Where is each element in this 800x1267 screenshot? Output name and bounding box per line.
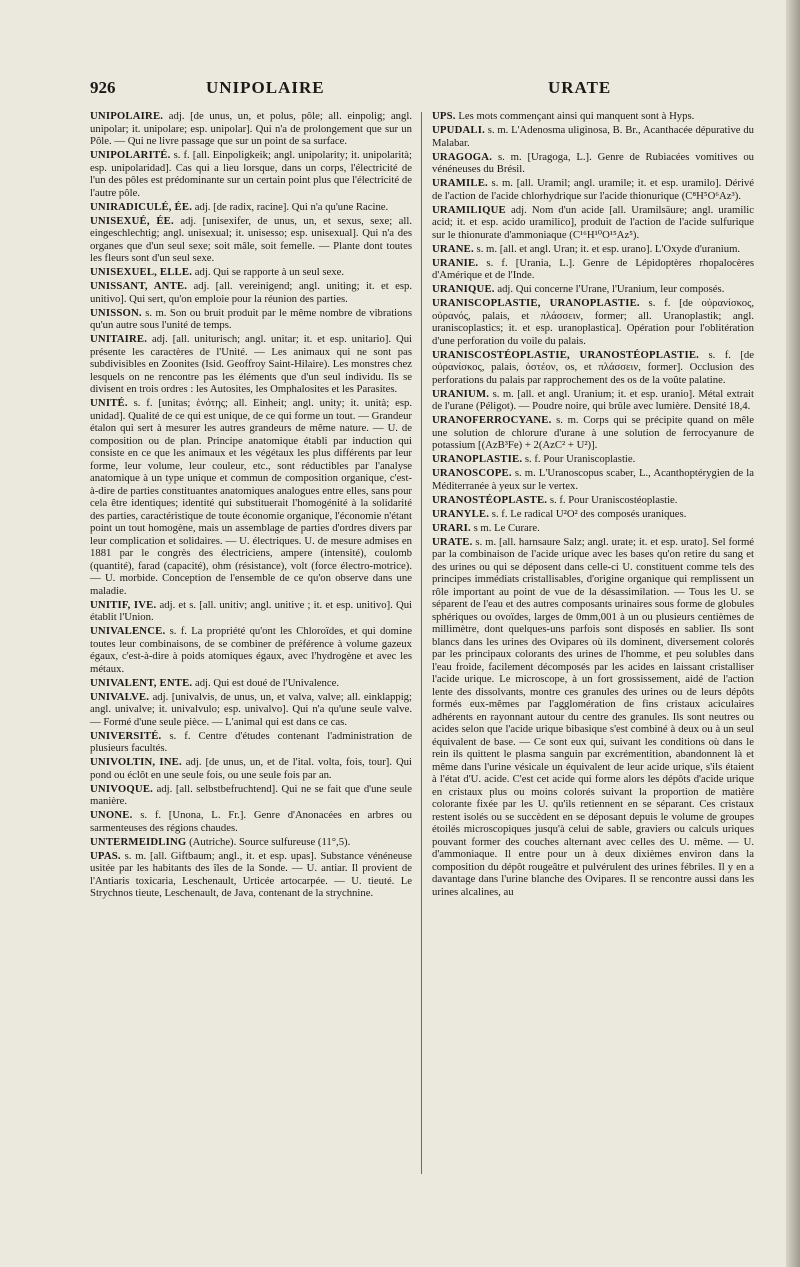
entry-definition: s. f. [Urania, L.]. Genre de Lépidoptères rhopalocères d'Amérique et de l'Inde. <box>432 256 754 281</box>
dictionary-entry <box>90 201 412 214</box>
entry-definition: adj. [all. vereinigend; angl. uniting; it. et esp. unitivo]. Qui sert, qu'on emploie pour la réunion des parties. <box>90 280 413 305</box>
entry-headword: URANISCOSTÉOPLASTIE, URANOSTÉOPLASTIE. <box>432 348 700 361</box>
dictionary-entry <box>432 522 754 535</box>
entry-headword: UPS. <box>432 110 456 122</box>
dictionary-entry <box>90 266 412 279</box>
entry-definition: adj. Qui se rapporte à un seul sexe. <box>194 266 345 278</box>
entry-headword: UNIVALVE. <box>90 690 150 703</box>
entry-headword: URANYLE. <box>432 507 490 520</box>
entry-headword: UNITIF, IVE. <box>90 598 157 611</box>
entry-definition: adj. [de radix, racine]. Qui n'a qu'une Racine. <box>194 200 389 213</box>
entry-definition: s. f. [de οὐρανίσκος, palais, ὀστέον, os, et πλάσσειν, former]. Occlusion des perforations du palais par rapprochement des os de la voûte palatine. <box>432 348 754 386</box>
dictionary-entry <box>432 124 754 149</box>
entry-definition: adj. [univalvis, de unus, un, et valva, valve; all. einklappig; angl. univalve; it. univalvulo; esp. univalvo]. Qui n'a qu'une seule valve. — Formé d'une seule pièce. — L'animal qui est dans ce cas. <box>90 690 412 728</box>
entry-definition: s. f. [de οὐρανίσκος, οὐρανός, palais, et πλάσσειν, former; all. Uranoplastik; angl. uraniscoplastics; it. et esp. uranoplastica]. Opération pour l'oblitération d'une perforation du voile du palais. <box>432 297 754 347</box>
entry-headword: UNONE. <box>90 809 133 821</box>
entry-headword: UPUDALI. <box>432 124 485 136</box>
dictionary-entry <box>432 257 754 282</box>
dictionary-entry <box>432 453 754 466</box>
dictionary-entry <box>432 110 754 123</box>
dictionary-entry <box>432 536 754 899</box>
dictionary-entry <box>90 836 412 849</box>
dictionary-entry <box>90 599 412 624</box>
entry-definition: s. f. Pour Uraniscostéoplastie. <box>549 493 678 506</box>
entry-headword: URAGOGA. <box>432 150 493 163</box>
right-column <box>432 110 754 900</box>
entry-definition: s. m. L'Adenosma uliginosa, B. Br., Acanthacée dépurative du Malabar. <box>432 124 755 149</box>
entry-definition: s m. Le Curare. <box>473 521 540 534</box>
entry-headword: UNIVOQUE. <box>90 782 154 795</box>
entry-headword: URANOFERROCYANE. <box>432 414 552 426</box>
entry-headword: UNTERMEIDLING <box>90 835 187 848</box>
entry-definition: s. f. Le radical U²O² des composés uraniques. <box>491 507 687 520</box>
dictionary-entry <box>90 677 412 690</box>
entry-definition: s. m. [all. et angl. Uranium; it. et esp. uranio]. Métal extrait de l'urane (Péligot). — Poudre noire, qui brûle avec lumière. Densité 18,4. <box>432 387 754 412</box>
dictionary-entry <box>432 297 754 347</box>
entry-headword: URATE. <box>432 535 473 548</box>
entry-headword: UNITAIRE. <box>90 333 148 345</box>
dictionary-entry <box>90 625 412 675</box>
entry-definition: s. m. Son ou bruit produit par le même nombre de vibrations qu'un autre sous l'unité de temps. <box>90 306 412 331</box>
entry-headword: UNISEXUÉ, ÉE. <box>90 214 174 227</box>
entry-definition: adj. [unisexifer, de unus, un, et sexus, sexe; all. eingeschlechtig; angl. unisexual; it. unisesso; esp. unisexual]. Qui n'a des organes que d'un seul sexe; soit mâle, soit femelle. — Plante dont toutes les fleurs sont d'un seul sexe. <box>90 214 412 264</box>
entry-headword: UNIRADICULÉ, ÉE. <box>90 200 193 213</box>
entry-headword: URANOPLASTIE. <box>432 453 523 465</box>
entry-definition: s. f. La propriété qu'ont les Chloroïdes, et qui domine toutes leur combinaisons, de se combiner de préférence à volume gazeux égaux, c'est-à-dire à poids atomiques égaux, avec l'hydrogène et avec les métaux. <box>90 625 412 675</box>
entry-definition: s. m. L'Uranoscopus scaber, L., Acanthoptérygien de la Méditerranée à yeux sur le vertex. <box>432 467 755 492</box>
dictionary-entry <box>90 783 412 808</box>
dictionary-entry <box>90 691 412 729</box>
entry-definition: adj. Qui est doué de l'Univalence. <box>194 676 340 689</box>
entry-headword: URARI. <box>432 521 471 534</box>
dictionary-entry <box>90 397 412 597</box>
entry-definition: s. f. Centre d'études contenant l'administration de plusieurs facultés. <box>90 729 413 754</box>
entry-definition: Les mots commençant ainsi qui manquent sont à Hyps. <box>458 110 695 122</box>
entry-headword: URAMILIQUE <box>432 203 506 216</box>
dictionary-entry <box>432 467 754 492</box>
dictionary-entry <box>432 151 754 176</box>
page-edge-shadow <box>786 0 800 1267</box>
dictionary-entry <box>432 243 754 256</box>
dictionary-entry <box>432 349 754 387</box>
dictionary-entry <box>90 280 412 305</box>
dictionary-entry <box>90 333 412 396</box>
entry-headword: URAMILE. <box>432 177 488 189</box>
header-right-guide-word: URATE <box>548 78 612 97</box>
entry-headword: UNISSANT, ANTE. <box>90 280 188 292</box>
entry-definition: adj. et s. [all. unitiv; angl. unitive ; it. et esp. unitivo]. Qui établit l'Union. <box>90 598 413 623</box>
entry-definition: s. m. [Uragoga, L.]. Genre de Rubiacées vomitives ou vénéneuses du Brésil. <box>432 150 755 175</box>
entry-definition: s. m. [all. harnsaure Salz; angl. urate; it. et esp. urato]. Sel formé par la combinaison de l'acide urique avec les bases qu'on retire du sang et des urines ou qui se déposent dans celle-ci U. constituent comme tels des principes immédiats cristallisables, d'origine organique qui remplissent un rôle important au point de vue de la désassimilation. — Tous les U. se séparent de l'eau et des autres composants urinaires sous forme de globules sphériques ou ovoïdes, larges de 0mm,001 à un ou plusieurs centièmes de millimètre, dont quelques-uns parfois sont disposés en sablier. Ils sont blancs dans les urines des Ovipares où ils dominent, diversement colorés par les principaux colorants des urines de l'homme, et peu solubles dans l'eau froide, facilement décomposés par les acides en laissant cristalliser l'acide urique. Le microscope, à un fort grossissement, aidé de l'action lente des dissolvants, montre ces granules des urines ou de leurs dépôts formés eux-mêmes par l'agglomération de fins cristaux aciculaires adhérents en rayonnant autour du centre des granules. Ils sont neutres ou acides selon que l'acide urique bibasique s'est combiné à deux ou à un seul équivalent de base. — Ce sont eux qui, suivant les conditions où dans le rein ils quittent le plasma sanguin par excrémentition, abandonnent là et même dans l'urine vésicale un équivalent de leur acide urique, s'ils étaient à l'état d'U. acide. C'est cet acide qui forme alors les dépôts d'acide urique en cristaux plus ou moins colorés suivant la proportion de matière colorante fixée par les U. qu'ils retiennent en se séparant. Ces cristaux restent isolés ou se succèdent en se déposant depuis le volume de groupes étoilés microscopiques jusqu'à celui de sable, graviers ou calculs uriques pouvant former des couches alternant avec celles des U. même. — U. d'ammoniaque. Il entre pour un à deux dixièmes environ dans la composition du dépôt rougeâtre et pulvérulent des urines fébriles. Il y en a davantage dans l'urine blanche des Ovipares. Il se rencontre aussi dans les urines alcalines, au <box>432 535 755 898</box>
entry-headword: URANIQUE. <box>432 283 495 295</box>
entry-headword: UNIPOLAIRE. <box>90 110 164 122</box>
entry-headword: UNIVERSITÉ. <box>90 729 162 742</box>
entry-definition: s. m. [all. Uramil; angl. uramile; it. et esp. uramilo]. Dérivé de l'action de l'acide chlorhydrique sur l'acide thionurique (C⁸H⁵O⁶Az³). <box>432 177 755 202</box>
dictionary-entry <box>432 508 754 521</box>
entry-headword: URANISCOPLASTIE, URANOPLASTIE. <box>432 297 640 309</box>
entry-headword: UNISSON. <box>90 306 142 319</box>
entry-definition: s. f. [all. Einpoligkeik; angl. unipolarity; it. unipolarità; esp. unipolaridad]. Cas qui a lieu lorsque, dans un corps, l'électricité de l'un des pôles est prédominante sur un certain point plus que l'électricité de l'autre pôle. <box>90 149 413 199</box>
entry-headword: UNITÉ. <box>90 397 128 409</box>
column-divider <box>421 112 422 1174</box>
page-number: 926 <box>90 78 116 97</box>
dictionary-entry <box>90 307 412 332</box>
entry-definition: adj. [all. selbstbefruchtend]. Qui ne se fait que d'une seule manière. <box>90 782 413 807</box>
entry-headword: URANE. <box>432 242 474 255</box>
entry-headword: UNIVALENCE. <box>90 625 166 637</box>
entry-headword: UPAS. <box>90 849 121 862</box>
entry-headword: UNIPOLARITÉ. <box>90 149 171 161</box>
entry-definition: s. m. [all. Giftbaum; angl., it. et esp. upas]. Substance vénéneuse usitée par les habitants des îles de la Sonde. — U. antiar. Il provient de l'Antiaris toxicaria, Leschenault, Urticée artocarpée. — U. tieuté. Le Strychnos tieute, Leschenault, de Java, contenant de la strychnine. <box>90 849 413 899</box>
entry-definition: s. f. [unitas; ἑνότης; all. Einheit; angl. unity; it. unità; esp. unidad]. Qualité de ce qui est unique, de ce qui forme un tout. — Grandeur étalon qui sert à mesurer les autres grandeurs de même nature. — U. de composition ou de plan. Principe anatomique établi par induction qui consiste en ce que les animaux et les végétaux les plus différents par leur forme, leur volume, leur couleur, etc., sont réductibles par l'analyse anatomique à un type unique et commun de composition organique, c'est-à-dire de parties constituantes anatomiques analogues entre elles, sans pour cela être identiques; identité qui substituerait l'homogénité à la solidarité des parties, caractéristique de toute économie organique, l'économie n'étant point un tout homogène, mais un assemblage de parties d'ordres divers par leur complication et solidaires. — U. électriques. U. de mesure admises en 1881 par le congrès des électriciens, ampere (intensité), coulomb (quantité), farad (capacité), ohm (résistance), volt (force électro-motrice). — U. morbide. Conception de l'ensemble de ce qu'on observe dans une maladie. <box>90 397 412 597</box>
entry-definition: adj. [all. uniturisch; angl. unitar; it. et esp. unitario]. Qui présente les caractères de l'Unité. — Les animaux qui ne sont pas subdivisibles en Zoonites (Isid. Geoffroy Saint-Hilaire). Les monstres chez lesquels on ne rencontre pas les éléments que d'un seul individu. Ils se divisent en trois ordres : les Autosites, les Omphalosites et les Parasites. <box>90 333 413 395</box>
entry-headword: UNIVALENT, ENTE. <box>90 676 193 689</box>
entry-definition: adj. Qui concerne l'Urane, l'Uranium, leur composés. <box>497 283 725 295</box>
dictionary-entry <box>90 850 412 900</box>
entry-definition: adj. [de unus, un, et de l'ital. volta, fois, tour]. Qui pond ou éclôt en une seule fois, ou une seule fois par an. <box>90 756 412 781</box>
entry-headword: URANOSCOPE. <box>432 467 512 479</box>
entry-definition: (Autriche). Source sulfureuse (11°,5). <box>189 835 351 848</box>
entry-definition: adj. [de unus, un, et polus, pôle; all. einpolig; angl. unipolar; it. unipolare; esp. unipolar]. Qui n'a de prolongement que sur un Pôle. — Qui ne livre passage que sur un point de sa surface. <box>90 110 413 147</box>
entry-definition: s. f. Pour Uraniscoplastie. <box>524 453 636 465</box>
running-header <box>90 78 702 100</box>
dictionary-entry <box>90 149 412 199</box>
entry-definition: s. m. Corps qui se précipite quand on mêle une solution de chlorure d'urane à une solution de ferrocyanure de potassium [(AzB³Fe) + 2(AzC² + U²)]. <box>432 414 755 451</box>
entry-definition: adj. Nom d'un acide [all. Uramilsäure; angl. uramilic acid; it. et esp. acido uramilico], produit de l'action de l'acide sulfurique sur le thionurate d'ammoniaque (C¹⁶H¹⁰O¹⁵Az⁵). <box>432 203 755 241</box>
dictionary-entry <box>90 756 412 781</box>
dictionary-entry <box>432 204 754 242</box>
dictionary-entry <box>432 414 754 452</box>
dictionary-entry <box>90 110 412 148</box>
entry-headword: URANIUM. <box>432 387 490 400</box>
dictionary-entry <box>90 730 412 755</box>
entry-headword: URANIE. <box>432 256 479 269</box>
dictionary-entry <box>432 283 754 296</box>
entry-headword: URANOSTÉOPLASTE. <box>432 493 548 506</box>
entry-definition: s. m. [all. et angl. Uran; it. et esp. urano]. L'Oxyde d'uranium. <box>476 242 741 255</box>
entry-headword: UNIVOLTIN, INE. <box>90 756 182 768</box>
dictionary-entry <box>432 177 754 202</box>
entry-headword: UNISEXUEL, ELLE. <box>90 266 193 278</box>
dictionary-entry <box>432 388 754 413</box>
left-column <box>90 110 412 901</box>
entry-definition: s. f. [Unona, L. Fr.]. Genre d'Anonacées en arbres ou sarmenteuses des régions chaudes. <box>90 809 412 834</box>
dictionary-entry <box>90 215 412 265</box>
dictionary-entry <box>432 494 754 507</box>
header-left-guide-word: UNIPOLAIRE <box>206 78 325 97</box>
dictionary-entry <box>90 809 412 834</box>
